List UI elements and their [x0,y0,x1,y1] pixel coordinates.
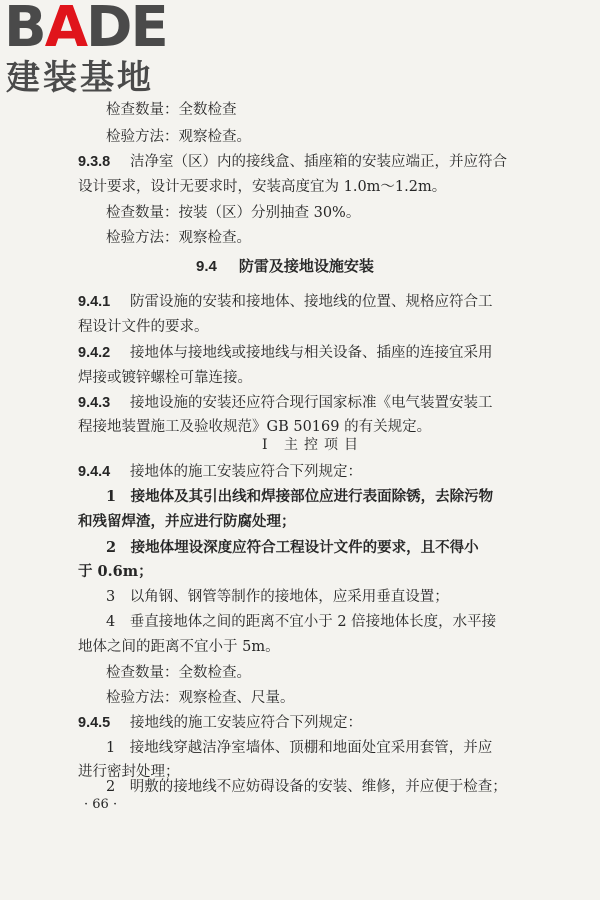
clause-9-4-2: 9.4.2 接地体与接地线或接地线与相关设备、插座的连接宜采用 [78,345,493,361]
bade-logo [4,2,176,96]
text-line: 检查数量：全数检查 [106,102,237,118]
text-line: 进行密封处理； [78,764,180,780]
clause-9-4-1: 9.4.1 防雷设施的安装和接地体、接地线的位置、规格应符合工 [78,294,493,310]
logo-subtitle: 建装基地 [6,58,154,98]
page-number: · 66 · [84,797,118,812]
clause-9-4-3: 9.4.3 接地设施的安装还应符合现行国家标准《电气装置安装工 [78,395,493,411]
list-item: 2 接地体埋设深度应符合工程设计文件的要求，且不得小 [106,539,479,556]
list-item: 1 接地体及其引出线和焊接部位应进行表面除锈，去除污物 [106,488,494,505]
clause-number: 9.3.8 [78,154,111,170]
list-item: 1 接地线穿越洁净室墙体、顶棚和地面处宜采用套管，并应 [106,740,493,756]
text-line: 设计要求，设计无要求时，安装高度宜为 1.0m～1.2m。 [78,179,447,195]
text-line: 和残留焊渣，并应进行防腐处理； [78,513,296,530]
text-line: 于 0.6m； [78,563,153,580]
text-line: 程设计文件的要求。 [78,319,209,335]
text-line: 程接地装置施工及验收规范》GB 50169 的有关规定。 [78,419,432,435]
subsection-heading: Ⅰ 主控项目 [262,437,364,453]
clause-9-4-4: 9.4.4 接地体的施工安装应符合下列规定： [78,464,362,480]
clause-9-3-8: 9.3.8 洁净室（区）内的接线盒、插座箱的安装应端正，并应符合 [78,154,507,170]
list-item: 2 明敷的接地线不应妨碍设备的安装、维修，并应便于检查； [106,779,507,795]
clause-9-4-5: 9.4.5 接地线的施工安装应符合下列规定： [78,715,362,731]
text-line: 检验方法：观察检查。 [106,230,251,246]
text-line: 检验方法：观察检查、尺量。 [106,690,295,706]
text-line: 焊接或镀锌螺栓可靠连接。 [78,370,252,386]
text-line: 检查数量：全数检查。 [106,665,251,681]
list-item: 3 以角钢、钢管等制作的接地体，应采用垂直设置； [106,589,449,605]
text-line: 检验方法：观察检查。 [106,129,251,145]
list-item: 4 垂直接地体之间的距离不宜小于 2 倍接地体长度，水平接 [106,614,497,630]
text-line: 地体之间的距离不宜小于 5m。 [78,639,280,655]
section-heading: 9.4 防雷及接地设施安装 [196,257,374,275]
logo-wordmark: BADE [4,0,167,60]
text-line: 检查数量：按装（区）分别抽查 30%。 [106,205,361,221]
